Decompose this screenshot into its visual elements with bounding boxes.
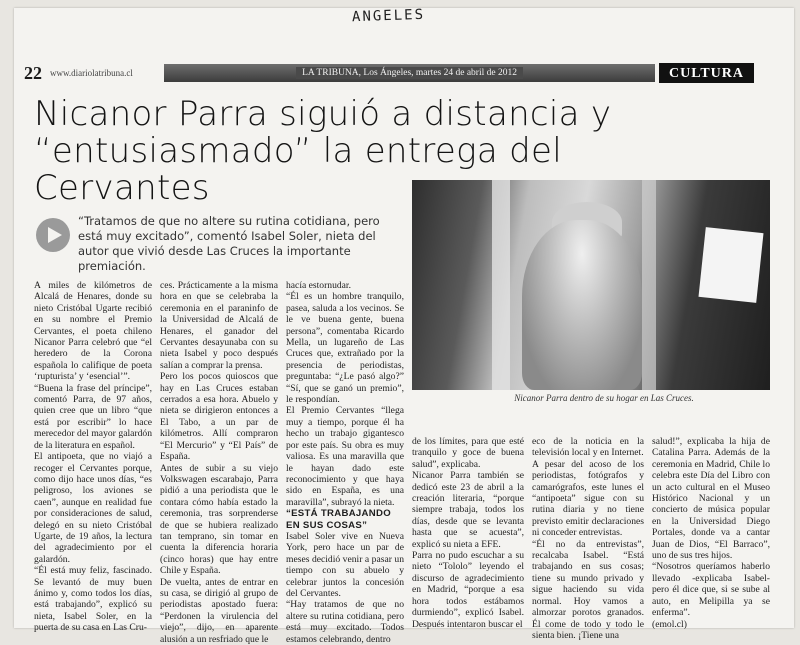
header-rule bbox=[164, 64, 655, 82]
article-photo bbox=[412, 180, 770, 390]
paragraph: “Él no da entrevistas”, recalcaba Isabel. “Está trabajando en sus cosas; tiene su mundo privado y sigue haciendo su vida normal. Hoy vamos a almorzar porotos granados. Él come de todo y todo le sienta bien. ¡Tiene una bbox=[532, 538, 644, 641]
article-column-2 bbox=[160, 280, 278, 645]
handwritten-note: ANGELES bbox=[351, 6, 426, 26]
paragraph: eco de la noticia en la televisión local y en Internet. bbox=[532, 436, 644, 459]
photo-door-frame-right bbox=[642, 180, 656, 390]
play-icon bbox=[36, 218, 70, 252]
article-column-3 bbox=[286, 280, 404, 645]
site-url: www.diariolatribuna.cl bbox=[50, 68, 133, 78]
article-column-5 bbox=[532, 436, 644, 641]
paragraph: “Hay tratamos de que no altere su rutina cotidiana, pero está muy excitado. Todos estamos celebrando, dentro bbox=[286, 599, 404, 645]
photo-caption: Nicanor Parra dentro de su hogar en Las Cruces. bbox=[514, 393, 694, 403]
paragraph: El Premio Cervantes “llega muy a tiempo, porque él ha hecho un trabajo gigantesco por este país. Su obra es muy valiosa. Es una maravilla que le hayan dado este reconocimiento y que haya sido en España, es una maravilla”, subrayó la nieta. bbox=[286, 405, 404, 508]
article-column-1 bbox=[34, 280, 152, 634]
paragraph: “Buena la frase del príncipe”, comentó Parra, de 97 años, quien cree que un libro “que está por escribir” lo hace merecedor del mayor galardón de la literatura en español. bbox=[34, 382, 152, 451]
paragraph: Isabel Soler vive en Nueva York, pero hace un par de meses decidió venir a pasar un tiempo con su abuelo y celebrar juntos la concesión del Cervantes. bbox=[286, 530, 404, 599]
dateline: LA TRIBUNA, Los Ángeles, martes 24 de abril de 2012 bbox=[296, 67, 523, 79]
article-headline: Nicanor Parra siguió a distancia y “entusiasmado” la entrega del Cervantes bbox=[34, 94, 612, 208]
paragraph: El antipoeta, que no viajó a recoger el Cervantes porque, como dijo hace unos días, “es peligroso, los aviones se caen”, aunque en realidad fue por consideraciones de salud, delegó en su nieto Cristóbal Ugarte, de 19 años, la lectura del agradecimiento por el galardón. bbox=[34, 451, 152, 565]
article-deck bbox=[36, 214, 386, 274]
paragraph: De vuelta, antes de entrar en su casa, se dirigió al grupo de periodistas apostado fuera: “Perdonen la virulencia del viejo”, dijo, en aparente alusión a un resfriado que le bbox=[160, 576, 278, 645]
deck-text: “Tratamos de que no altere su rutina cotidiana, pero está muy excitado”, comentó Isabel Soler, nieta del autor que vivió desde Las Cruces la importante premiación. bbox=[78, 214, 380, 273]
section-label: CULTURA bbox=[659, 63, 754, 83]
paragraph: Pero los pocos quioscos que hay en Las Cruces estaban cerrados a esa hora. Abuelo y nieta se dirigieron entonces a El Tabo, a un par de kilómetros. Allí compraron “El Mercurio” y “El País” de España. bbox=[160, 371, 278, 463]
paragraph: “Él está muy feliz, fascinado. Se levantó de muy buen ánimo y, como todos los días, está trabajando”, explicó su nieta, Isabel Soler, en la puerta de su casa en Las Cru- bbox=[34, 565, 152, 634]
page-header bbox=[24, 62, 754, 84]
paragraph: (emol.cl) bbox=[652, 618, 687, 630]
paragraph: Antes de subir a su viejo Volkswagen escarabajo, Parra pidió a una periodista que le contara cómo había estado la ceremonia, tras sorprenderse de que se hubiera realizado tan temprano, sin tomar en cuenta la diferencia horaria (cinco horas) que hay entre Chile y España. bbox=[160, 462, 278, 577]
photo-door-frame bbox=[492, 180, 510, 390]
photo-person bbox=[522, 220, 642, 390]
paragraph: A miles de kilómetros de Alcalá de Henares, donde su nieto Cristóbal Ugarte recibió en su nombre el Premio Cervantes, el poeta chileno Nicanor Parra celebró que “el heredero de la Corona española lo califique de poeta ‘rupturista’ y ‘esencial’”. bbox=[34, 280, 152, 383]
subheading: “ESTÁ TRABAJANDO EN SUS COSAS” bbox=[286, 508, 392, 531]
photo-window bbox=[699, 227, 764, 303]
paragraph: Parra no pudo escuchar a su nieto “Tololo” leyendo el discurso de agradecimiento en Madrid, “porque a esa hora todos estábamos durmiendo”, explicó Isabel. Después intentaron buscar el bbox=[412, 550, 524, 630]
paragraph: “Nosotros queríamos haberlo llevado -explicaba Isabel- pero él dice que, si se sube al auto, en Melipilla ya se enferma”. bbox=[652, 561, 770, 619]
paragraph: Nicanor Parra también se dedicó este 23 de abril a la creación literaria, “porque siempre trabaja, todos los días, desde que se levanta hasta que se acuesta”, explicó su nieta a EFE. bbox=[412, 470, 524, 550]
newspaper-page bbox=[14, 6, 794, 645]
paragraph: “Él es un hombre tranquilo, pasea, saluda a los vecinos. Se le ve buena gente, buena persona”, comentaba Ricardo Mella, un lugareño de Las Cruces que, extrañado por la presencia de periodistas, preguntaba: “¿Le pasó algo?” “Sí, que se ganó un premio”, le respondían. bbox=[286, 291, 404, 406]
paragraph: ces. Prácticamente a la misma hora en que se celebraba la ceremonia en el paraninfo de la Universidad de Alcalá de Henares, el ganador del Cervantes desayunaba con su nieta Isabel y poco después salían a comprar la prensa. bbox=[160, 280, 278, 371]
paragraph: de los límites, para que esté tranquilo y goce de buena salud”, explicaba. bbox=[412, 436, 524, 470]
paragraph: A pesar del acoso de los periodistas, fotógrafos y camarógrafos, este lunes el “antipoeta” sigue con su rutina diaria y no tiene previsto emitir declaraciones ni conceder entrevistas. bbox=[532, 458, 644, 539]
paragraph: salud!”, explicaba la hija de Catalina Parra. Además de la ceremonia en Madrid, Chile lo celebra este Día del Libro con un acto cultural en el Museo Histórico Nacional y un concierto de música popular en la Universidad Diego Portales, donde va a cantar Juan de Dios, “El Barraco”, uno de sus tres hijos. bbox=[652, 436, 770, 562]
article-column-6 bbox=[652, 436, 770, 630]
page-number: 22 bbox=[24, 62, 42, 83]
paragraph: hacía estornudar. bbox=[286, 280, 351, 291]
article-column-4 bbox=[412, 436, 524, 630]
